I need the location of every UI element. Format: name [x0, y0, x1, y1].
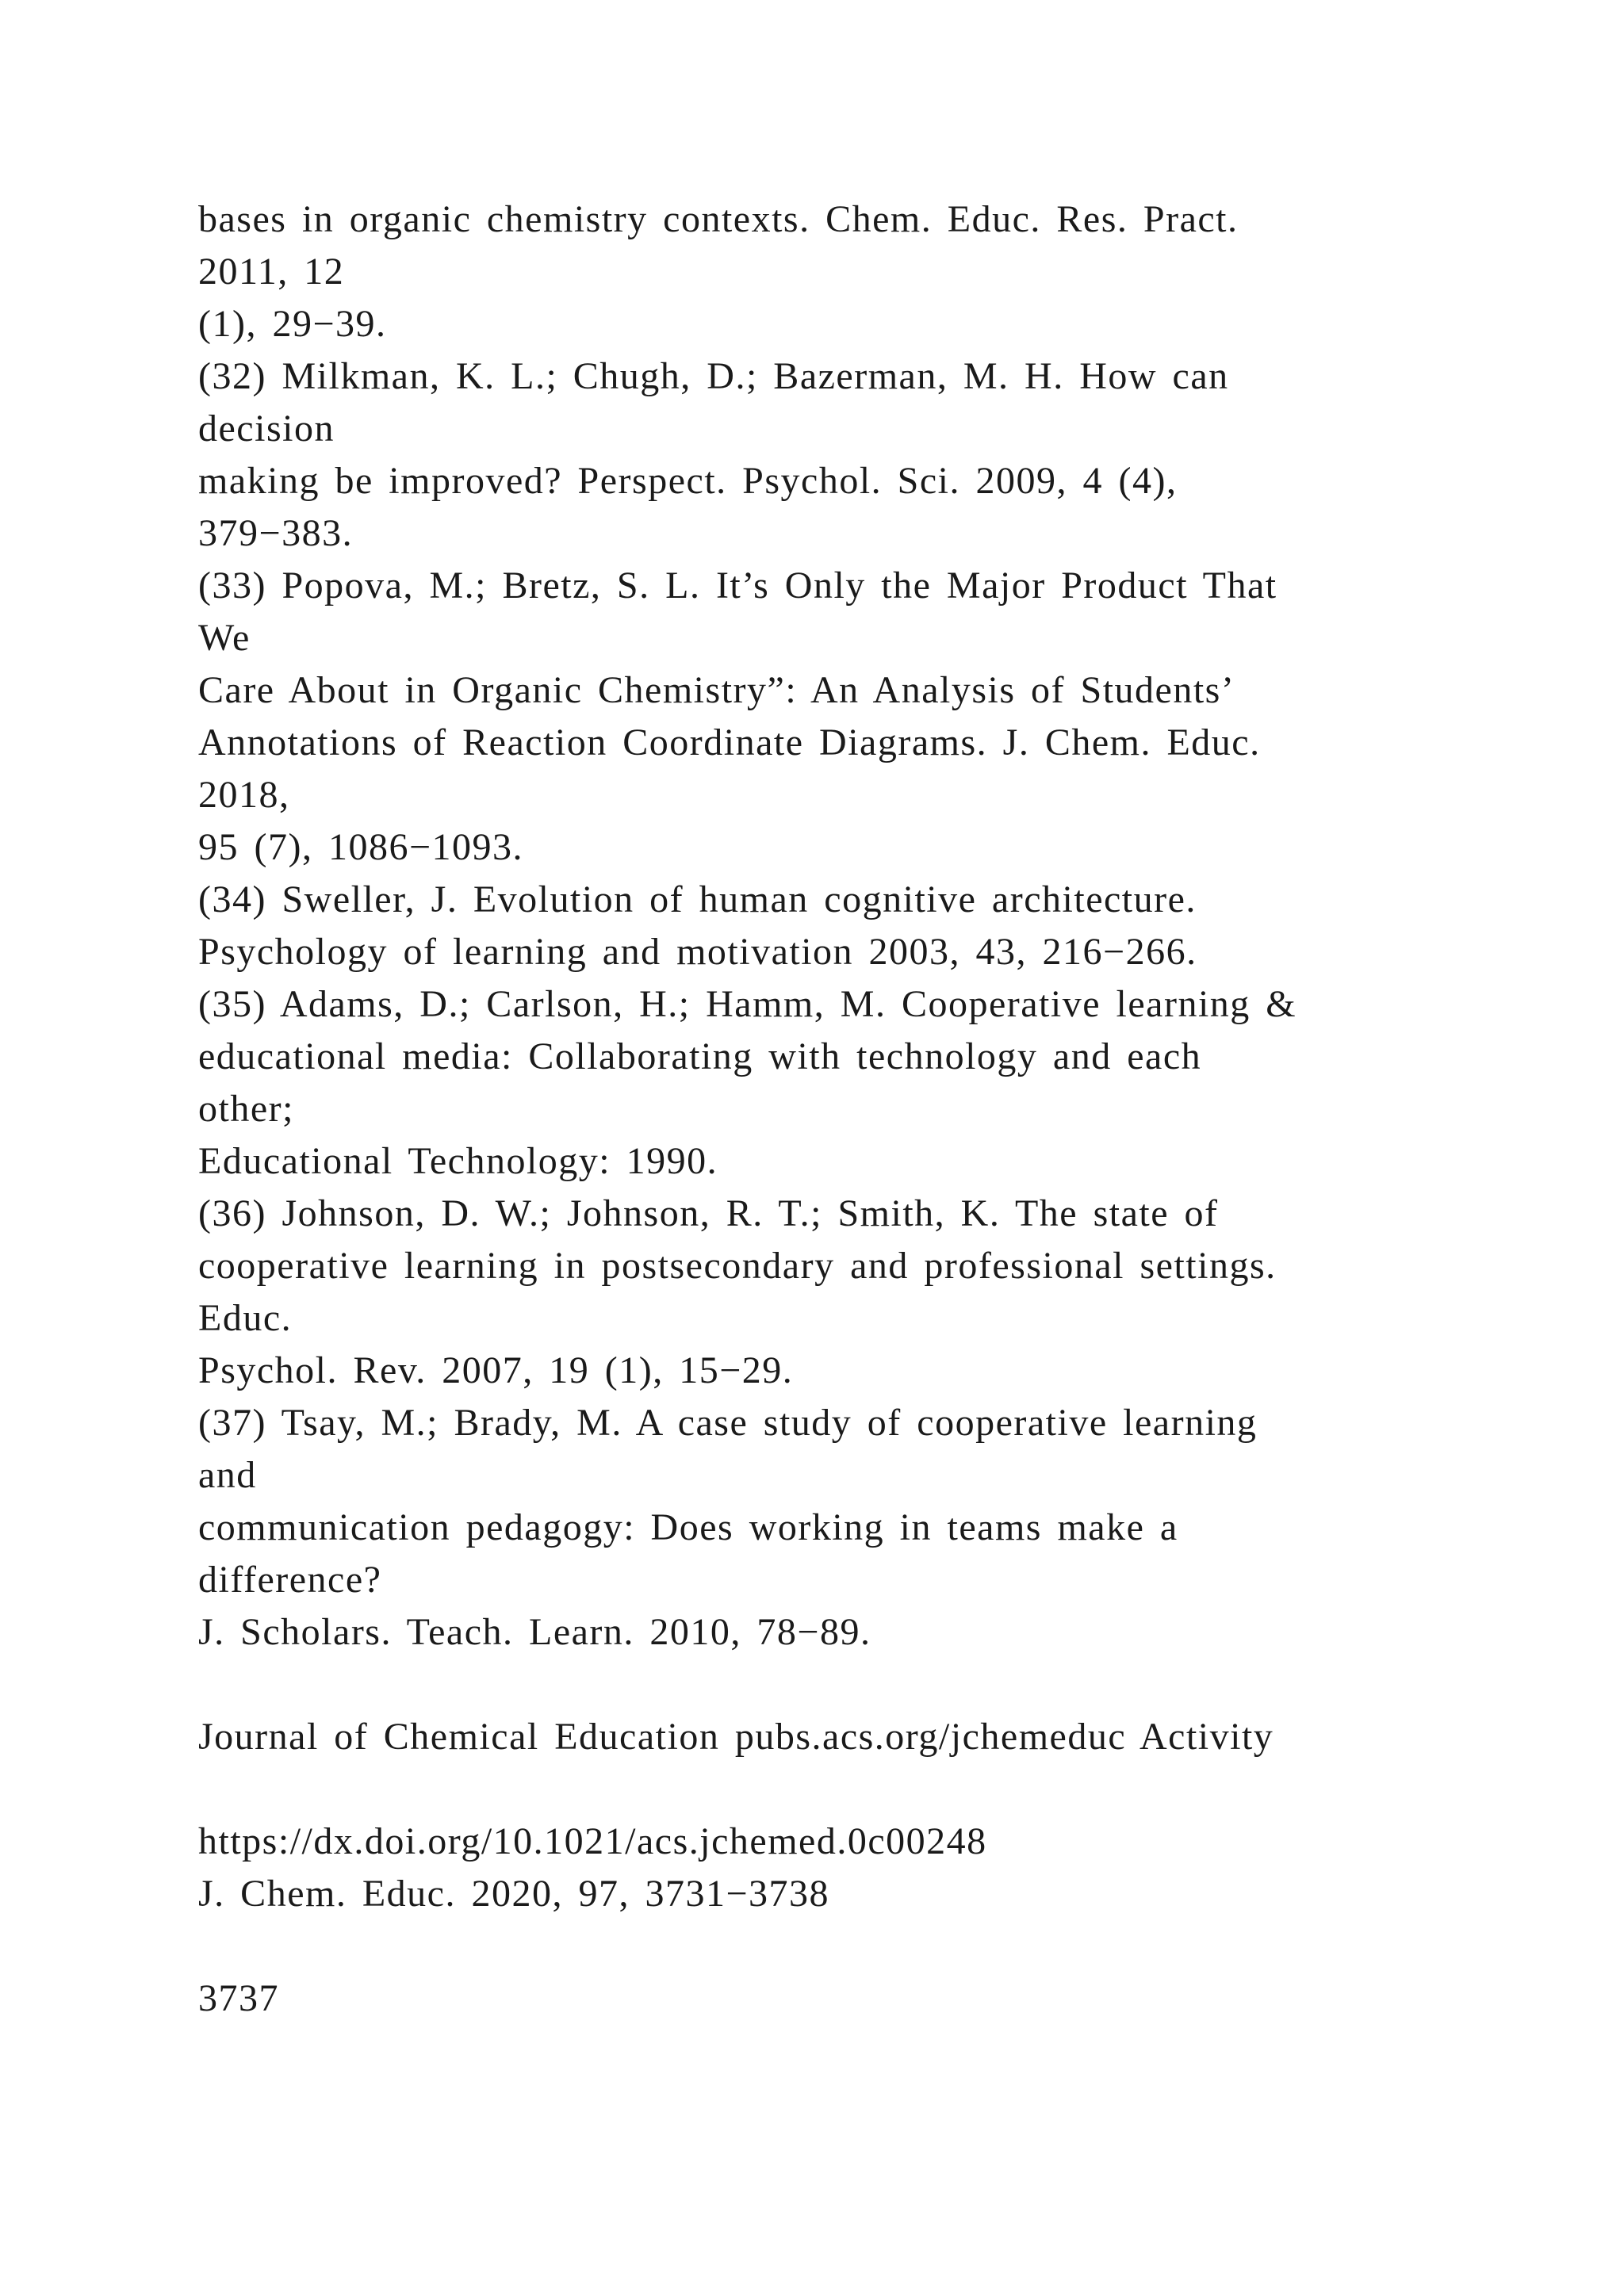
- reference-line: 2011, 12: [198, 251, 345, 293]
- reference-line: 2018,: [198, 774, 290, 816]
- reference-line: difference?: [198, 1559, 382, 1601]
- reference-line: Educ.: [198, 1297, 293, 1339]
- reference-text: [198, 193, 1515, 2025]
- reference-line: decision: [198, 408, 335, 450]
- reference-line: educational media: Collaborating with technology and each: [198, 1035, 1202, 1077]
- reference-line: Educational Technology: 1990.: [198, 1140, 718, 1182]
- reference-line: Psychol. Rev. 2007, 19 (1), 15−29.: [198, 1349, 794, 1391]
- reference-line: cooperative learning in postsecondary and professional settings.: [198, 1245, 1277, 1287]
- reference-line: and: [198, 1454, 257, 1496]
- journal-citation: J. Chem. Educ. 2020, 97, 3731−3738: [198, 1873, 830, 1915]
- reference-line: (32) Milkman, K. L.; Chugh, D.; Bazerman, M. H. How can: [198, 355, 1229, 397]
- reference-line: We: [198, 617, 251, 659]
- reference-line: bases in organic chemistry contexts. Chem. Educ. Res. Pract.: [198, 198, 1239, 240]
- spacer: [198, 1763, 1515, 1816]
- reference-line: 379−383.: [198, 512, 354, 554]
- reference-line: 95 (7), 1086−1093.: [198, 826, 524, 868]
- journal-footer-line: Journal of Chemical Education pubs.acs.org/jchemeduc Activity: [198, 1716, 1274, 1758]
- reference-line: Care About in Organic Chemistry”: An Analysis of Students’: [198, 669, 1235, 711]
- reference-line: J. Scholars. Teach. Learn. 2010, 78−89.: [198, 1611, 871, 1653]
- reference-line: (34) Sweller, J. Evolution of human cognitive architecture.: [198, 878, 1197, 920]
- reference-line: communication pedagogy: Does working in teams make a: [198, 1506, 1178, 1548]
- reference-line: (36) Johnson, D. W.; Johnson, R. T.; Smith, K. The state of: [198, 1192, 1219, 1234]
- reference-line: Annotations of Reaction Coordinate Diagrams. J. Chem. Educ.: [198, 721, 1261, 763]
- spacer: [198, 1659, 1515, 1711]
- spacer: [198, 1920, 1515, 1973]
- reference-line: (37) Tsay, M.; Brady, M. A case study of cooperative learning: [198, 1402, 1258, 1444]
- reference-line: other;: [198, 1088, 294, 1130]
- reference-line: (33) Popova, M.; Bretz, S. L. It’s Only the Major Product That: [198, 564, 1277, 607]
- reference-line: (1), 29−39.: [198, 303, 387, 345]
- doi-link[interactable]: https://dx.doi.org/10.1021/acs.jchemed.0c00248: [198, 1820, 987, 1862]
- reference-line: (35) Adams, D.; Carlson, H.; Hamm, M. Cooperative learning &: [198, 983, 1297, 1025]
- page-number: 3737: [198, 1977, 279, 2019]
- reference-line: Psychology of learning and motivation 2003, 43, 216−266.: [198, 931, 1197, 973]
- reference-line: making be improved? Perspect. Psychol. Sci. 2009, 4 (4),: [198, 460, 1178, 502]
